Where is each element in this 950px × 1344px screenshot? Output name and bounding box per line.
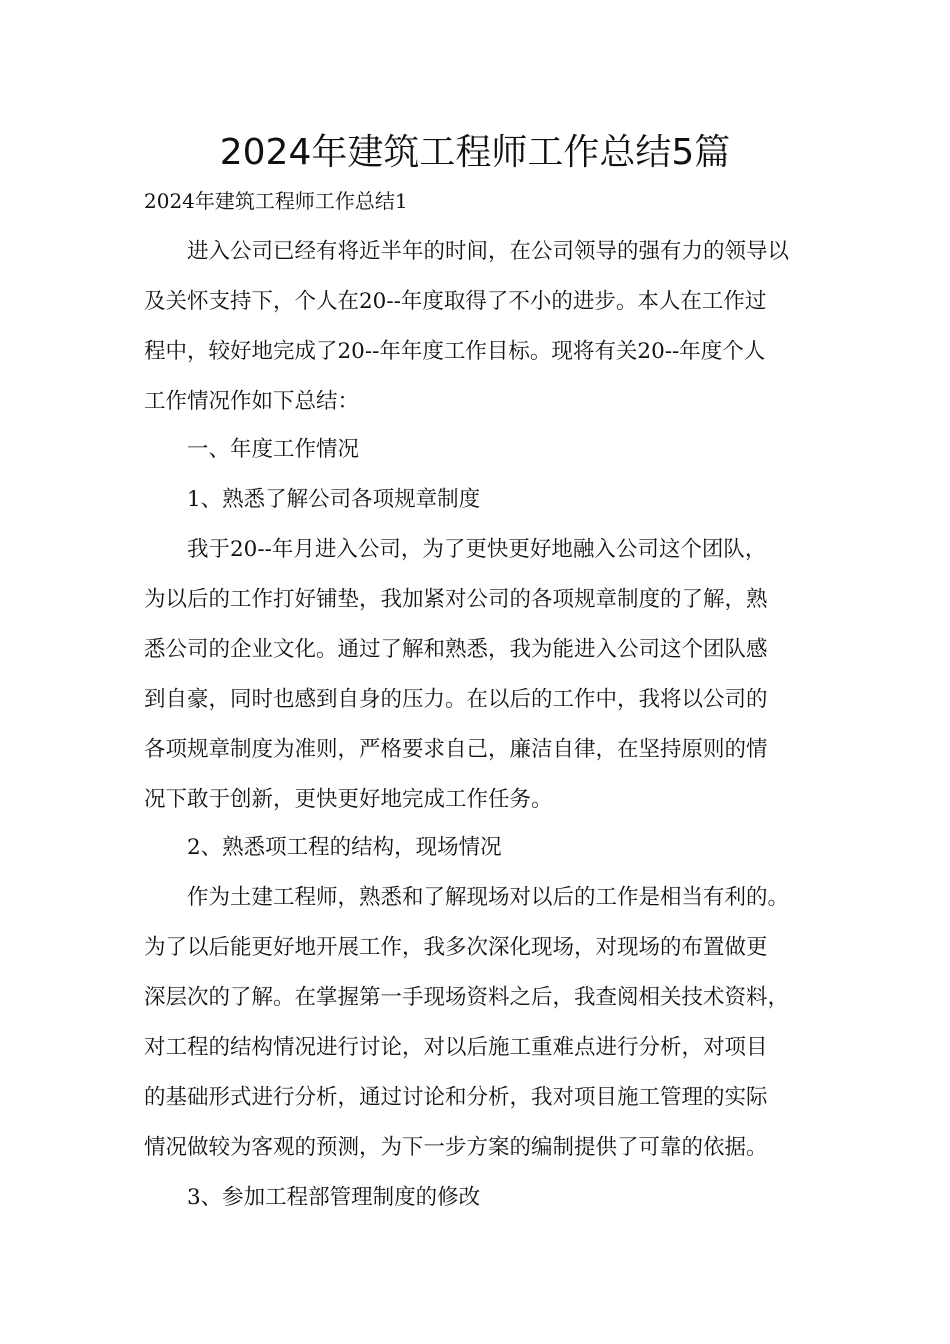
paragraph-line: 工作情况作如下总结： (144, 389, 360, 414)
paragraph-line: 到自豪，同时也感到自身的压力。在以后的工作中，我将以公司的 (144, 687, 768, 712)
paragraph-line: 及关怀支持下，个人在20--年度取得了不小的进步。本人在工作过 (144, 289, 767, 314)
paragraph-line: 为以后的工作打好铺垫，我加紧对公司的各项规章制度的了解，熟 (144, 587, 768, 612)
subsection-heading: 2、熟悉项工程的结构，现场情况 (144, 835, 502, 860)
paragraph-line: 的基础形式进行分析，通过讨论和分析，我对项目施工管理的实际 (144, 1085, 768, 1110)
subsection-heading: 1、熟悉了解公司各项规章制度 (144, 487, 481, 512)
paragraph-line: 作为土建工程师，熟悉和了解现场对以后的工作是相当有利的。 (144, 885, 790, 910)
paragraph-line: 程中，较好地完成了20--年年度工作目标。现将有关20--年度个人 (144, 339, 766, 364)
paragraph-line: 我于20--年月进入公司，为了更快更好地融入公司这个团队， (144, 537, 767, 562)
paragraph-line: 情况做较为客观的预测，为下一步方案的编制提供了可靠的依据。 (144, 1135, 768, 1160)
document-title: 2024年建筑工程师工作总结5篇 (219, 132, 731, 173)
paragraph-line: 进入公司已经有将近半年的时间，在公司领导的强有力的领导以 (144, 239, 790, 264)
paragraph-line: 对工程的结构情况进行讨论，对以后施工重难点进行分析，对项目 (144, 1035, 768, 1060)
subsection-heading: 3、参加工程部管理制度的修改 (144, 1185, 481, 1210)
paragraph-line: 悉公司的企业文化。通过了解和熟悉，我为能进入公司这个团队感 (144, 637, 768, 662)
paragraph-line: 各项规章制度为准则，严格要求自己，廉洁自律，在坚持原则的情 (144, 737, 768, 762)
paragraph-line: 深层次的了解。在掌握第一手现场资料之后，我查阅相关技术资料， (144, 985, 790, 1010)
paragraph-line: 为了以后能更好地开展工作，我多次深化现场，对现场的布置做更 (144, 935, 768, 960)
paragraph-line: 况下敢于创新，更快更好地完成工作任务。 (144, 787, 553, 812)
section-heading: 一、年度工作情况 (144, 437, 360, 462)
section-heading: 2024年建筑工程师工作总结1 (144, 189, 408, 213)
